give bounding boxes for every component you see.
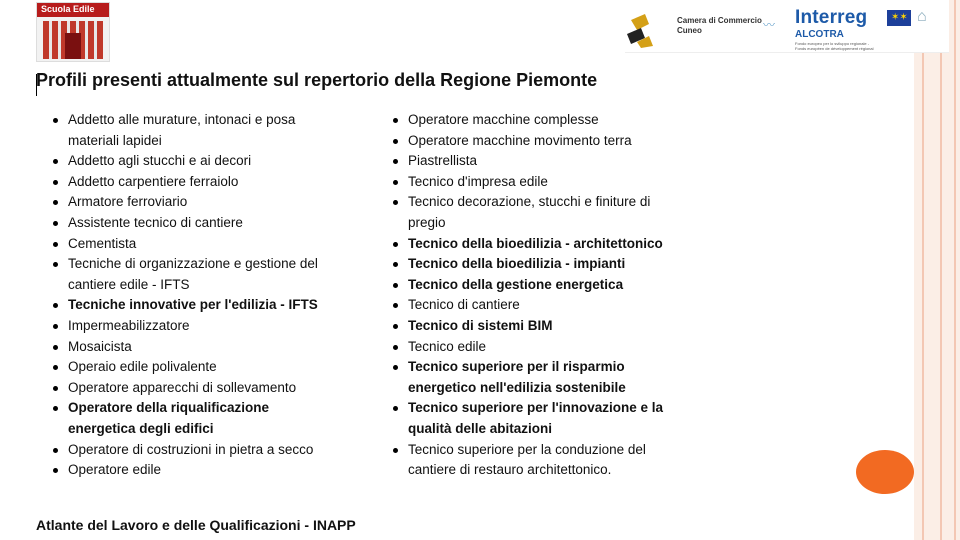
decorative-circle (856, 450, 914, 494)
interreg-note: Fondo europeo per lo sviluppo regionale - Fonds européen de développement régional (795, 41, 874, 51)
decorative-stripes (914, 0, 960, 540)
list-item: Operatore di costruzioni in pietra a secco (52, 440, 332, 461)
list-item: Cementista (52, 234, 332, 255)
interreg-logo: Interreg (795, 7, 868, 28)
camera-commercio-line1: Camera di Commercio (677, 16, 762, 25)
list-item: Operatore macchine complesse (392, 110, 672, 131)
alcotra-label: ALCOTRA (795, 29, 844, 40)
footer-source: Atlante del Lavoro e delle Qualificazioni - INAPP (36, 517, 356, 533)
bird-icon: 〰 (763, 18, 776, 32)
list-item: Tecnico della gestione energetica (392, 275, 672, 296)
logo-text: Scuola Edile (41, 4, 95, 14)
list-item: Armatore ferroviario (52, 192, 332, 213)
list-item: Assistente tecnico di cantiere (52, 213, 332, 234)
list-item: Tecnico della bioedilizia - impianti (392, 254, 672, 275)
sponsor-logos (625, 0, 949, 53)
list-item: Addetto carpentiere ferraiolo (52, 172, 332, 193)
camera-commercio-text (677, 16, 762, 36)
list-item: Addetto alle murature, intonaci e posa materiali lapidei (52, 110, 332, 151)
list-item: Tecnico d'impresa edile (392, 172, 672, 193)
list-item: Tecnico di sistemi BIM (392, 316, 672, 337)
camera-commercio-logo-icon (627, 14, 653, 48)
list-item: Tecnico decorazione, stucchi e finiture di pregio (392, 192, 672, 233)
list-item: Tecnico superiore per l'innovazione e la qualità delle abitazioni (392, 398, 672, 439)
eu-flag-icon: ✶✶ (887, 10, 911, 26)
list-item: Tecnico di cantiere (392, 295, 672, 316)
list-item: Tecniche innovative per l'edilizia - IFTS (52, 295, 332, 316)
page-title: Profili presenti attualmente sul repertorio della Regione Piemonte (36, 70, 598, 90)
list-item: Operatore edile (52, 460, 332, 481)
list-item: Tecniche di organizzazione e gestione del cantiere edile - IFTS (52, 254, 332, 295)
profiles-list-right (392, 110, 672, 481)
list-item: Tecnico della bioedilizia - architettonico (392, 234, 672, 255)
profiles-list-left (52, 110, 332, 481)
list-item: Operatore macchine movimento terra (392, 131, 672, 152)
camera-commercio-line2: Cuneo (677, 26, 702, 35)
list-item: Impermeabilizzatore (52, 316, 332, 337)
list-item: Tecnico superiore per la conduzione del cantiere di restauro architettonico. (392, 440, 672, 481)
home-icon: ⌂ (917, 8, 927, 25)
list-item: Tecnico superiore per il risparmio energetico nell'edilizia sostenibile (392, 357, 672, 398)
list-item: Piastrellista (392, 151, 672, 172)
scuola-edile-logo (36, 2, 110, 62)
list-item: Mosaicista (52, 337, 332, 358)
list-item: Operaio edile polivalente (52, 357, 332, 378)
list-item: Addetto agli stucchi e ai decori (52, 151, 332, 172)
list-item: Operatore apparecchi di sollevamento (52, 378, 332, 399)
list-item: Tecnico edile (392, 337, 672, 358)
list-item: Operatore della riqualificazione energetica degli edifici (52, 398, 332, 439)
